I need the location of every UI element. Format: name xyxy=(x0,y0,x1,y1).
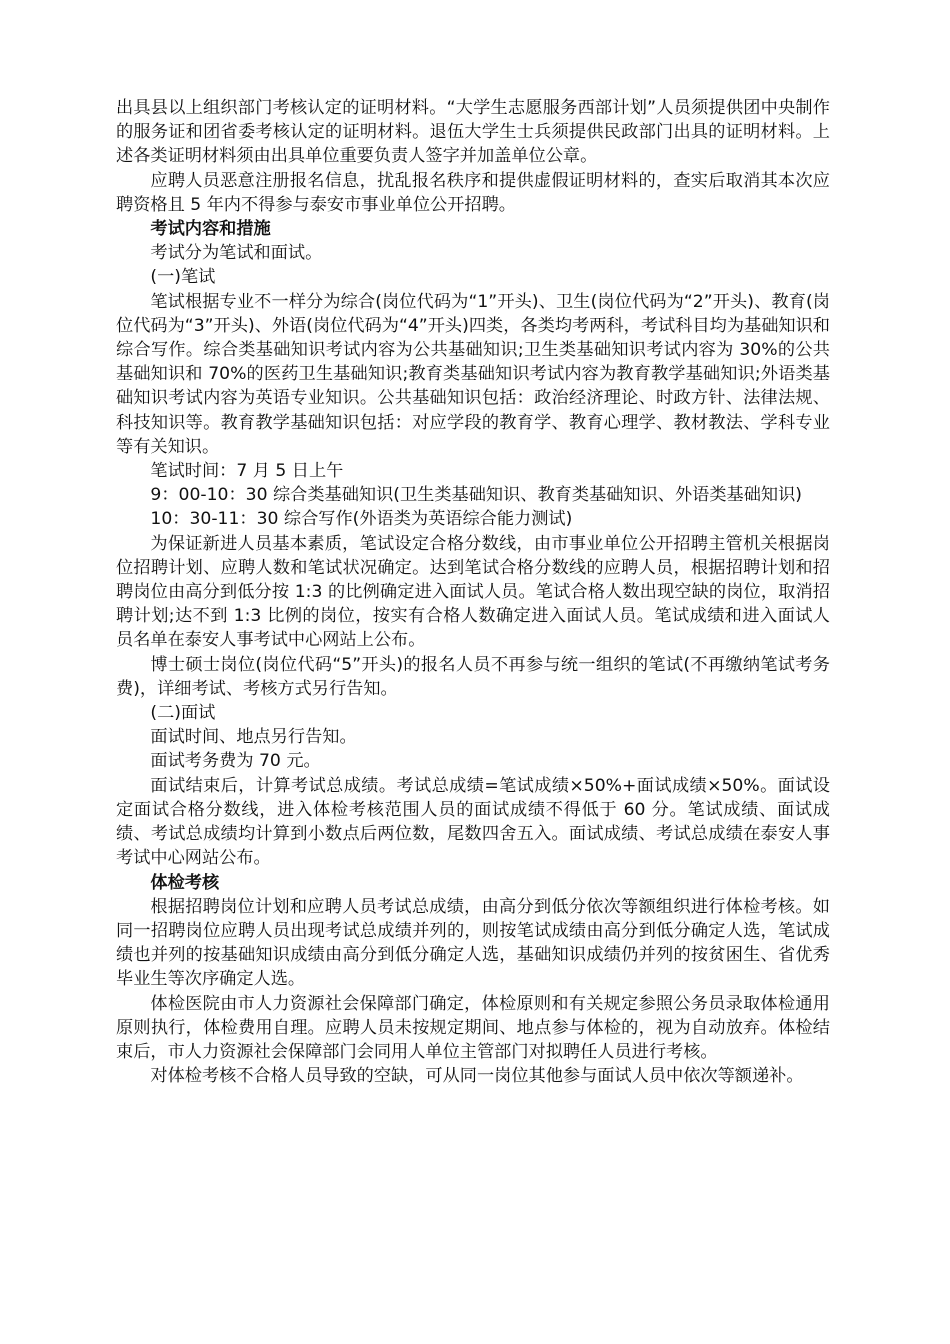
document-body xyxy=(116,96,830,1088)
paragraph-interview-time: 面试时间、地点另行告知。 xyxy=(150,727,357,748)
paragraph-written-exam-categories: 笔试根据专业不一样分为综合(岗位代码为“1”开头)、卫生(岗位代码为“2”开头)、教育(岗位代码为“3”开头)、外语(岗位代码为“4”开头)四类，各类均考两科，考试科目均为基础知识和综合写作。综合类基础知识考试内容为公共基础知识;卫生类基础知识考试内容为 30%的公共基础知识和 70%的医药卫生基础知识;教育类基础知识考试内容为教育教学基础知识;外语类基础知识考试内容为英语专业知识。公共基础知识包括：政治经济理论、时政方针、法律法规、科技知识等。教育教学基础知识包括：对应学段的教育学、教育心理学、教材教法、学科专业等有关知识。 xyxy=(116,291,830,457)
subheading-written-exam: (一)笔试 xyxy=(150,267,216,288)
paragraph-physical-exam-order: 根据招聘岗位计划和应聘人员考试总成绩，由高分到低分依次等额组织进行体检考核。如同一招聘岗位应聘人员出现考试总成绩并列的，则按笔试成绩由高分到低分确定人选，笔试成绩也并列的按基础知识成绩由高分到低分确定人选，基础知识成绩仍并列的按贫困生、省优秀毕业生等次序确定人选。 xyxy=(116,896,830,990)
paragraph-certificate-materials: 出具县以上组织部门考核认定的证明材料。“大学生志愿服务西部计划”人员须提供团中央制作的服务证和团省委考核认定的证明材料。退伍大学生士兵须提供民政部门出具的证明材料。上述各类证明材料须由出具单位重要负责人签字并加盖单位公章。 xyxy=(116,98,830,167)
paragraph-interview-fee: 面试考务费为 70 元。 xyxy=(150,751,321,772)
paragraph-schedule-basic-knowledge: 9：00-10：30 综合类基础知识(卫生类基础知识、教育类基础知识、外语类基础知识) xyxy=(150,485,803,506)
subheading-interview: (二)面试 xyxy=(150,703,216,724)
paragraph-passing-score: 为保证新进人员基本素质，笔试设定合格分数线，由市事业单位公开招聘主管机关根据岗位招聘计划、应聘人数和笔试状况确定。达到笔试合格分数线的应聘人员，根据招聘计划和招聘岗位由高分到低分按 1:3 的比例确定进入面试人员。笔试合格人数出现空缺的岗位，取消招聘计划;达不到 1:3 比例的岗位，按实有合格人数确定进入面试人员。笔试成绩和进入面试人员名单在泰安人事考试中心网站上公布。 xyxy=(116,533,830,651)
section-heading-physical-exam: 体检考核 xyxy=(150,872,220,893)
paragraph-doctor-master-positions: 博士硕士岗位(岗位代码“5”开头)的报名人员不再参与统一组织的笔试(不再缴纳笔试考务费)，详细考试、考核方式另行告知。 xyxy=(116,654,830,699)
paragraph-schedule-writing: 10：30-11：30 综合写作(外语类为英语综合能力测试) xyxy=(150,509,573,530)
section-heading-exam: 考试内容和措施 xyxy=(150,219,271,240)
paragraph-written-exam-date: 笔试时间：7 月 5 日上午 xyxy=(150,461,344,482)
paragraph-exam-types: 考试分为笔试和面试。 xyxy=(150,243,323,264)
paragraph-vacancy-replacement: 对体检考核不合格人员导致的空缺，可从同一岗位其他参与面试人员中依次等额递补。 xyxy=(150,1066,804,1087)
paragraph-total-score: 面试结束后，计算考试总成绩。考试总成绩=笔试成绩×50%+面试成绩×50%。面试设定面试合格分数线，进入体检考核范围人员的面试成绩不得低于 60 分。笔试成绩、面试成绩、考试总成绩均计算到小数点后两位数，尾数四舍五入。面试成绩、考试总成绩在泰安人事考试中心网站公布。 xyxy=(116,775,830,869)
paragraph-false-registration: 应聘人员恶意注册报名信息，扰乱报名秩序和提供虚假证明材料的，查实后取消其本次应聘资格且 5 年内不得参与泰安市事业单位公开招聘。 xyxy=(116,170,830,215)
paragraph-physical-exam-hospital: 体检医院由市人力资源社会保障部门确定，体检原则和有关规定参照公务员录取体检通用原则执行，体检费用自理。应聘人员未按规定期间、地点参与体检的，视为自动放弃。体检结束后，市人力资源社会保障部门会同用人单位主管部门对拟聘任人员进行考核。 xyxy=(116,993,830,1062)
